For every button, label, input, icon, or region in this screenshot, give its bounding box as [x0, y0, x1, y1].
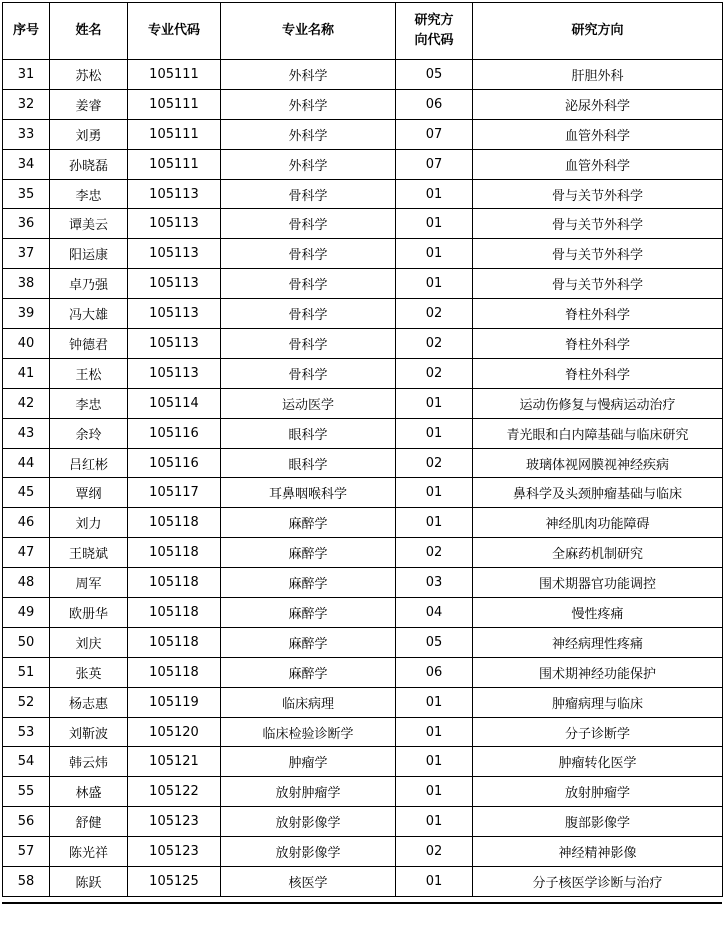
cell-major-name: 外科学 [221, 89, 396, 119]
cell-major-name: 运动医学 [221, 388, 396, 418]
cell-name: 卓乃强 [50, 269, 128, 299]
cell-name: 吕红彬 [50, 448, 128, 478]
cell-direction: 脊柱外科学 [473, 358, 723, 388]
cell-name: 韩云炜 [50, 747, 128, 777]
cell-direction-code: 02 [396, 299, 473, 329]
cell-direction: 围术期器官功能调控 [473, 568, 723, 598]
cell-major-code: 105118 [128, 657, 221, 687]
table-row [3, 687, 723, 717]
cell-major-name: 临床病理 [221, 687, 396, 717]
cell-direction-code: 01 [396, 269, 473, 299]
cell-direction-code: 01 [396, 687, 473, 717]
header-major-code: 专业代码 [128, 3, 221, 60]
cell-index: 37 [3, 239, 50, 269]
cell-major-code: 105113 [128, 269, 221, 299]
cell-major-name: 麻醉学 [221, 508, 396, 538]
table-row [3, 299, 723, 329]
cell-index: 42 [3, 388, 50, 418]
cell-direction-code: 02 [396, 837, 473, 867]
cell-direction-code: 04 [396, 598, 473, 628]
cell-name: 张英 [50, 657, 128, 687]
cell-major-code: 105118 [128, 538, 221, 568]
cell-name: 谭美云 [50, 209, 128, 239]
cell-name: 刘力 [50, 508, 128, 538]
cell-major-code: 105113 [128, 358, 221, 388]
cell-major-name: 核医学 [221, 867, 396, 897]
cell-name: 陈跃 [50, 867, 128, 897]
cell-name: 舒健 [50, 807, 128, 837]
cell-name: 苏松 [50, 60, 128, 90]
cell-direction: 神经精神影像 [473, 837, 723, 867]
cell-name: 刘庆 [50, 627, 128, 657]
cell-direction: 脊柱外科学 [473, 299, 723, 329]
cell-index: 54 [3, 747, 50, 777]
table-row [3, 717, 723, 747]
cell-direction: 骨与关节外科学 [473, 269, 723, 299]
cell-direction-code: 01 [396, 867, 473, 897]
table-row [3, 867, 723, 897]
cell-major-name: 外科学 [221, 149, 396, 179]
cell-major-name: 骨科学 [221, 329, 396, 359]
table-row [3, 209, 723, 239]
table-row [3, 119, 723, 149]
cell-index: 53 [3, 717, 50, 747]
cell-major-name: 麻醉学 [221, 627, 396, 657]
cell-direction-code: 01 [396, 747, 473, 777]
cell-direction: 血管外科学 [473, 119, 723, 149]
cell-index: 48 [3, 568, 50, 598]
table-row [3, 807, 723, 837]
cell-direction: 骨与关节外科学 [473, 179, 723, 209]
table-row [3, 657, 723, 687]
cell-major-name: 骨科学 [221, 239, 396, 269]
cell-direction-code: 03 [396, 568, 473, 598]
cell-name: 周军 [50, 568, 128, 598]
cell-direction-code: 07 [396, 119, 473, 149]
cell-direction: 肝胆外科 [473, 60, 723, 90]
cell-major-code: 105111 [128, 89, 221, 119]
cell-name: 王晓斌 [50, 538, 128, 568]
cell-direction: 肿瘤转化医学 [473, 747, 723, 777]
cell-index: 36 [3, 209, 50, 239]
cell-major-name: 肿瘤学 [221, 747, 396, 777]
cell-index: 51 [3, 657, 50, 687]
cell-name: 欧册华 [50, 598, 128, 628]
cell-major-code: 105118 [128, 508, 221, 538]
cell-direction: 鼻科学及头颈肿瘤基础与临床 [473, 478, 723, 508]
cell-direction: 慢性疼痛 [473, 598, 723, 628]
table-row [3, 89, 723, 119]
cell-name: 余玲 [50, 418, 128, 448]
cell-major-name: 麻醉学 [221, 568, 396, 598]
cell-major-name: 放射肿瘤学 [221, 777, 396, 807]
cell-index: 41 [3, 358, 50, 388]
cell-index: 46 [3, 508, 50, 538]
cell-index: 44 [3, 448, 50, 478]
table-row [3, 508, 723, 538]
cell-major-name: 麻醉学 [221, 538, 396, 568]
cell-direction: 分子诊断学 [473, 717, 723, 747]
cell-index: 55 [3, 777, 50, 807]
cell-major-name: 外科学 [221, 60, 396, 90]
cell-major-code: 105122 [128, 777, 221, 807]
header-direction-code-text: 研究方向代码 [414, 13, 454, 48]
cell-major-code: 105118 [128, 568, 221, 598]
table-row [3, 837, 723, 867]
cell-direction-code: 01 [396, 239, 473, 269]
header-index: 序号 [3, 3, 50, 60]
cell-major-code: 105113 [128, 209, 221, 239]
cell-index: 56 [3, 807, 50, 837]
cell-major-code: 105111 [128, 119, 221, 149]
table-row [3, 747, 723, 777]
table-row [3, 478, 723, 508]
cell-name: 覃纲 [50, 478, 128, 508]
cell-major-code: 105118 [128, 598, 221, 628]
cell-direction: 泌尿外科学 [473, 89, 723, 119]
cell-direction-code: 01 [396, 388, 473, 418]
table-row [3, 598, 723, 628]
table-header [3, 3, 723, 60]
cell-major-code: 105113 [128, 239, 221, 269]
cell-name: 阳运康 [50, 239, 128, 269]
cell-index: 50 [3, 627, 50, 657]
cell-direction-code: 02 [396, 538, 473, 568]
table-row [3, 568, 723, 598]
cell-direction-code: 05 [396, 60, 473, 90]
cell-index: 39 [3, 299, 50, 329]
cell-major-code: 105123 [128, 837, 221, 867]
cell-major-code: 105118 [128, 627, 221, 657]
cell-direction-code: 02 [396, 329, 473, 359]
table-row [3, 239, 723, 269]
cell-direction-code: 02 [396, 358, 473, 388]
cell-major-code: 105123 [128, 807, 221, 837]
cell-major-name: 耳鼻咽喉科学 [221, 478, 396, 508]
cell-major-code: 105116 [128, 448, 221, 478]
header-name: 姓名 [50, 3, 128, 60]
cell-major-code: 105111 [128, 60, 221, 90]
cell-direction-code: 06 [396, 89, 473, 119]
cell-direction: 运动伤修复与慢病运动治疗 [473, 388, 723, 418]
cell-direction: 神经肌肉功能障碍 [473, 508, 723, 538]
cell-name: 孙晓磊 [50, 149, 128, 179]
cell-direction-code: 01 [396, 777, 473, 807]
cell-major-name: 外科学 [221, 119, 396, 149]
table-row [3, 777, 723, 807]
cell-major-name: 骨科学 [221, 269, 396, 299]
cell-index: 32 [3, 89, 50, 119]
cell-direction: 骨与关节外科学 [473, 239, 723, 269]
header-direction: 研究方向 [473, 3, 723, 60]
table-row [3, 60, 723, 90]
cell-name: 冯大雄 [50, 299, 128, 329]
faculty-table [2, 2, 723, 897]
cell-major-name: 眼科学 [221, 448, 396, 478]
cell-direction-code: 02 [396, 448, 473, 478]
cell-index: 47 [3, 538, 50, 568]
cell-name: 林盛 [50, 777, 128, 807]
cell-direction: 神经病理性疼痛 [473, 627, 723, 657]
cell-name: 杨志惠 [50, 687, 128, 717]
cell-index: 43 [3, 418, 50, 448]
cell-major-code: 105119 [128, 687, 221, 717]
cell-major-name: 眼科学 [221, 418, 396, 448]
cell-major-code: 105121 [128, 747, 221, 777]
table-row [3, 358, 723, 388]
cell-major-name: 临床检验诊断学 [221, 717, 396, 747]
cell-direction: 骨与关节外科学 [473, 209, 723, 239]
table-row [3, 149, 723, 179]
cell-index: 35 [3, 179, 50, 209]
cell-index: 58 [3, 867, 50, 897]
cell-major-name: 放射影像学 [221, 807, 396, 837]
header-major-name: 专业名称 [221, 3, 396, 60]
cell-major-name: 骨科学 [221, 358, 396, 388]
cell-direction-code: 07 [396, 149, 473, 179]
table-row [3, 388, 723, 418]
table-row [3, 538, 723, 568]
cell-major-code: 105113 [128, 299, 221, 329]
cell-name: 姜睿 [50, 89, 128, 119]
cell-major-code: 105120 [128, 717, 221, 747]
table-row [3, 179, 723, 209]
cell-direction-code: 01 [396, 418, 473, 448]
cell-direction: 脊柱外科学 [473, 329, 723, 359]
cell-index: 57 [3, 837, 50, 867]
cell-major-code: 105116 [128, 418, 221, 448]
cell-major-name: 骨科学 [221, 209, 396, 239]
cell-direction-code: 01 [396, 717, 473, 747]
cell-index: 33 [3, 119, 50, 149]
cell-index: 31 [3, 60, 50, 90]
cell-direction-code: 01 [396, 807, 473, 837]
cell-direction: 分子核医学诊断与治疗 [473, 867, 723, 897]
table-row [3, 448, 723, 478]
cell-index: 38 [3, 269, 50, 299]
cell-index: 40 [3, 329, 50, 359]
cell-name: 钟德君 [50, 329, 128, 359]
cell-major-name: 骨科学 [221, 299, 396, 329]
cell-major-code: 105114 [128, 388, 221, 418]
cell-direction: 围术期神经功能保护 [473, 657, 723, 687]
table-row [3, 627, 723, 657]
cell-direction-code: 05 [396, 627, 473, 657]
cell-direction: 放射肿瘤学 [473, 777, 723, 807]
cell-major-name: 放射影像学 [221, 837, 396, 867]
cell-index: 49 [3, 598, 50, 628]
header-direction-code [396, 3, 473, 60]
cell-name: 刘勇 [50, 119, 128, 149]
cell-direction: 血管外科学 [473, 149, 723, 179]
cell-direction-code: 06 [396, 657, 473, 687]
table-body [3, 60, 723, 897]
cell-major-name: 麻醉学 [221, 598, 396, 628]
cell-direction: 全麻药机制研究 [473, 538, 723, 568]
page-bottom-rule [2, 902, 722, 904]
cell-name: 刘靳波 [50, 717, 128, 747]
cell-major-code: 105113 [128, 329, 221, 359]
cell-major-code: 105125 [128, 867, 221, 897]
table-row [3, 418, 723, 448]
cell-index: 34 [3, 149, 50, 179]
cell-name: 陈光祥 [50, 837, 128, 867]
cell-direction-code: 01 [396, 478, 473, 508]
cell-direction-code: 01 [396, 209, 473, 239]
cell-direction: 腹部影像学 [473, 807, 723, 837]
table-row [3, 269, 723, 299]
cell-name: 李忠 [50, 179, 128, 209]
table-row [3, 329, 723, 359]
cell-major-name: 麻醉学 [221, 657, 396, 687]
cell-direction: 玻璃体视网膜视神经疾病 [473, 448, 723, 478]
cell-name: 李忠 [50, 388, 128, 418]
cell-index: 52 [3, 687, 50, 717]
cell-major-code: 105117 [128, 478, 221, 508]
cell-major-code: 105113 [128, 179, 221, 209]
cell-index: 45 [3, 478, 50, 508]
cell-major-code: 105111 [128, 149, 221, 179]
cell-name: 王松 [50, 358, 128, 388]
header-row [3, 3, 723, 60]
cell-major-name: 骨科学 [221, 179, 396, 209]
cell-direction-code: 01 [396, 179, 473, 209]
cell-direction-code: 01 [396, 508, 473, 538]
cell-direction: 青光眼和白内障基础与临床研究 [473, 418, 723, 448]
cell-direction: 肿瘤病理与临床 [473, 687, 723, 717]
